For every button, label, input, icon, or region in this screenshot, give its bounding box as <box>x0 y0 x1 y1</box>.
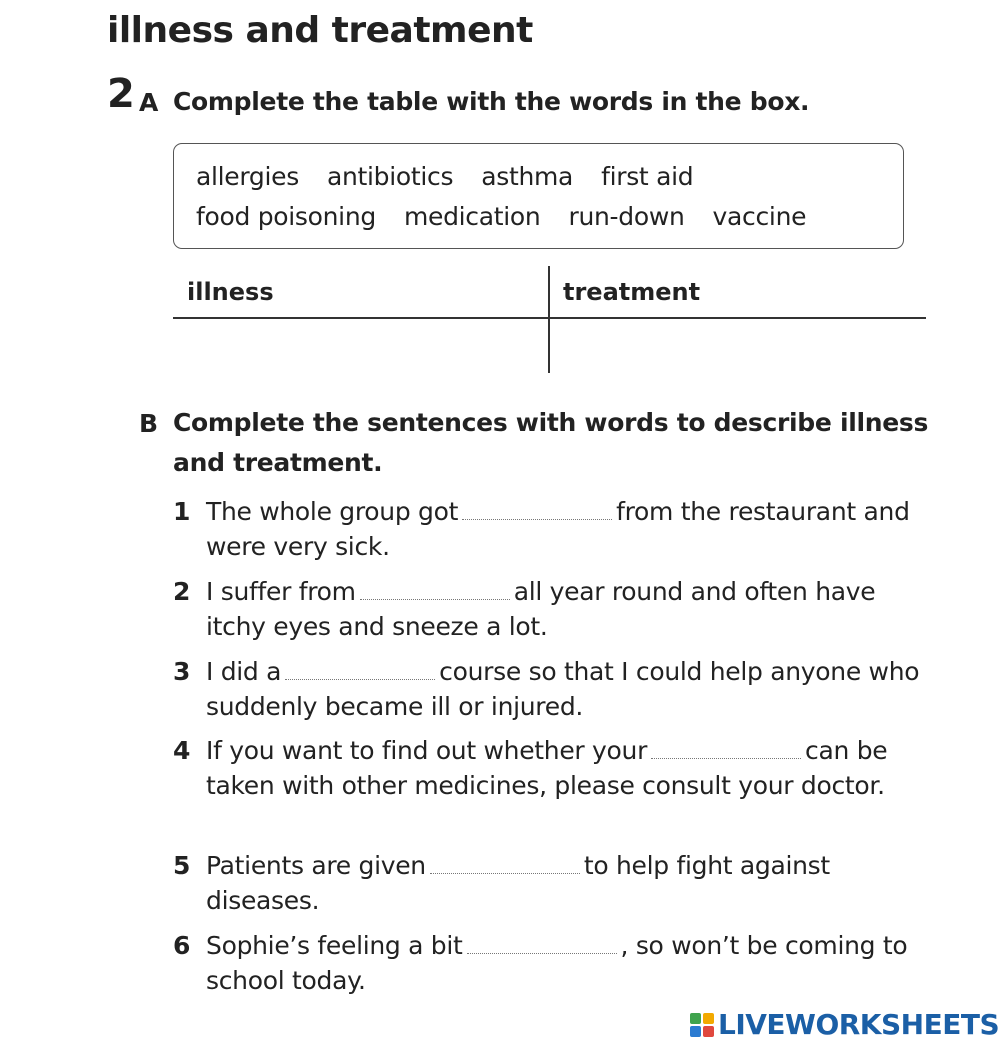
liveworksheets-logo <box>690 1008 999 1041</box>
table-divider-vertical <box>548 266 550 373</box>
sentence-text: can be taken with other medicines, please consult your doctor. <box>206 736 888 800</box>
logo-square-icon <box>703 1026 714 1037</box>
word: medication <box>403 202 541 231</box>
table-divider-horizontal <box>173 317 926 319</box>
logo-square-icon <box>690 1026 701 1037</box>
answer-blank[interactable] <box>651 736 801 759</box>
sentence-5 <box>173 848 933 918</box>
part-a-instruction: Complete the table with the words in the box. <box>173 87 810 116</box>
word: antibiotics <box>326 162 454 191</box>
logo-square-icon <box>703 1013 714 1024</box>
sentence-text: Sophie’s feeling a bit <box>206 931 463 960</box>
word: vaccine <box>712 202 807 231</box>
sentence-number: 5 <box>173 851 191 880</box>
sentence-text: to help fight against diseases. <box>206 851 830 915</box>
table-header-treatment: treatment <box>563 278 701 306</box>
sentence-number: 2 <box>173 577 191 606</box>
sentence-text: If you want to find out whether your <box>206 736 648 765</box>
sentence-text: I suffer from <box>206 577 356 606</box>
page-title: illness and treatment <box>107 10 533 51</box>
sentence-text: I did a <box>206 657 282 686</box>
answer-blank[interactable] <box>462 497 612 520</box>
sentence-text: from the restaurant and were very sick. <box>206 497 910 561</box>
part-b-letter: B <box>139 409 159 438</box>
word-box <box>173 143 904 249</box>
part-a-letter: A <box>139 88 159 117</box>
sentence-4 <box>173 733 933 803</box>
sentence-text: all year round and often have itchy eyes and sneeze a lot. <box>206 577 876 641</box>
brand-text: LIVEWORKSHEETS <box>718 1008 1000 1041</box>
answer-blank[interactable] <box>285 657 435 680</box>
sentence-text: The whole group got <box>206 497 459 526</box>
sentence-text: , so won’t be coming to school today. <box>206 931 908 995</box>
answer-blank[interactable] <box>467 931 617 954</box>
word-box-row-1 <box>196 157 903 197</box>
word: first aid <box>601 162 694 191</box>
sentence-1 <box>173 494 933 564</box>
word: run-down <box>568 202 685 231</box>
answer-blank[interactable] <box>430 851 580 874</box>
table-header-illness: illness <box>187 278 274 306</box>
sentence-number: 6 <box>173 931 191 960</box>
sentence-6 <box>173 928 933 998</box>
sentence-2 <box>173 574 933 644</box>
sentence-text: course so that I could help anyone who suddenly became ill or injured. <box>206 657 920 721</box>
exercise-number: 2 <box>107 71 135 117</box>
logo-square-icon <box>690 1013 701 1024</box>
sentence-3 <box>173 654 933 724</box>
sentence-text: Patients are given <box>206 851 426 880</box>
liveworksheets-logo-icon <box>690 1013 714 1037</box>
word: asthma <box>481 162 574 191</box>
part-b-instruction: Complete the sentences with words to describe illness and treatment. <box>173 408 929 477</box>
word: food poisoning <box>196 202 376 231</box>
word-box-row-2 <box>196 197 903 237</box>
word: allergies <box>196 162 299 191</box>
answer-blank[interactable] <box>360 577 510 600</box>
sentence-number: 1 <box>173 497 191 526</box>
sentence-number: 3 <box>173 657 191 686</box>
sentence-number: 4 <box>173 736 191 765</box>
